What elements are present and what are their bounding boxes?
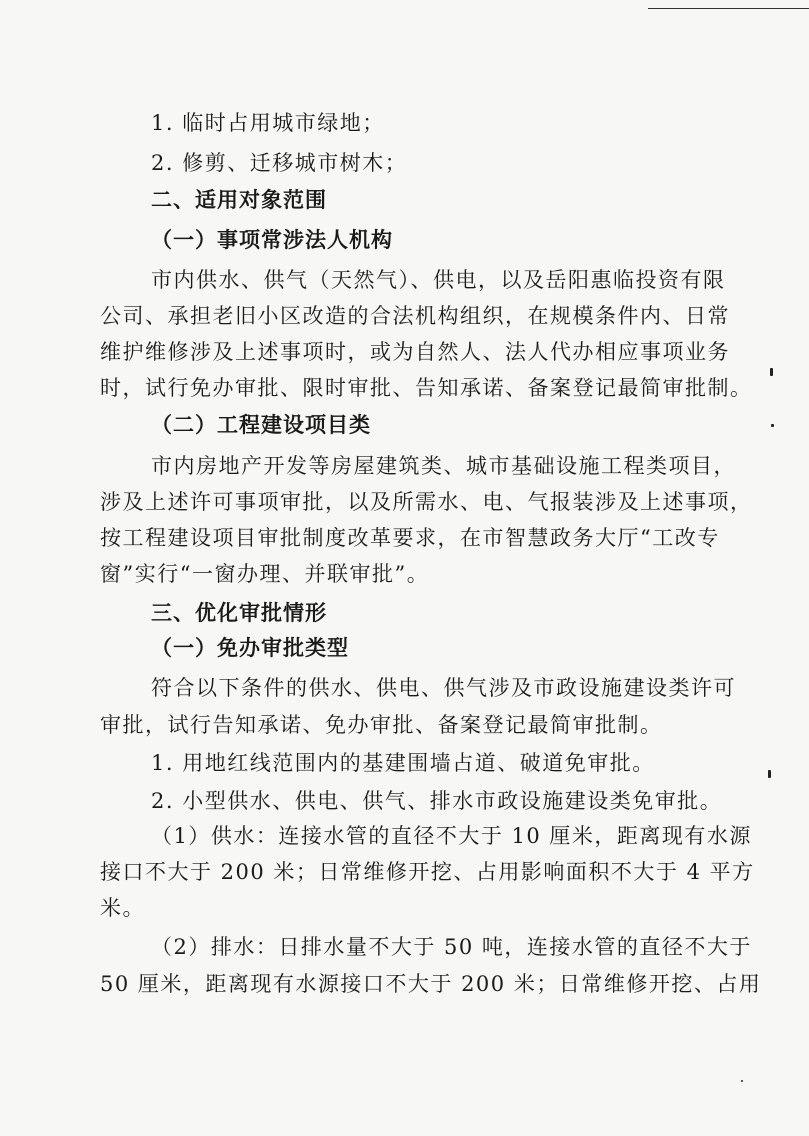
list-item-1: 1. 用地红线范围内的基建围墙占道、破道免审批。: [151, 751, 655, 775]
subsection-heading-construction: （二）工程建设项目类: [151, 413, 371, 437]
paragraph-line: 公司、承担老旧小区改造的合法机构组织，在规模条件内、日常: [100, 304, 730, 328]
paragraph-line: 涉及上述许可事项审批，以及所需水、电、气报装涉及上述事项，: [100, 490, 753, 514]
paragraph-line: （2）排水：日排水量不大于 50 吨，连接水管的直径不大于: [151, 935, 752, 959]
list-item-2: 2. 小型供水、供电、供气、排水市政设施建设类免审批。: [151, 789, 723, 813]
paragraph-line: 市内供水、供气（天然气）、供电，以及岳阳惠临投资有限: [151, 268, 726, 292]
paragraph-line: 审批，试行告知承诺、免办审批、备案登记最简审批制。: [100, 713, 663, 737]
paragraph-line: 接口不大于 200 米；日常维修开挖、占用影响面积不大于 4 平方: [100, 860, 755, 884]
top-rule: [648, 8, 809, 9]
section-heading-2: 二、适用对象范围: [151, 188, 327, 212]
paragraph-line: 市内房地产开发等房屋建筑类、城市基础设施工程类项目，: [151, 454, 736, 478]
scan-speck: [741, 1080, 743, 1082]
paragraph-line: 按工程建设项目审批制度改革要求，在市智慧政务大厅“工改专: [100, 526, 720, 550]
scan-speck: [768, 770, 771, 778]
subsection-heading-exempt: （一）免办审批类型: [151, 636, 349, 660]
scan-speck: [771, 424, 774, 427]
subsection-heading-legal-entities: （一）事项常涉法人机构: [151, 228, 393, 252]
paragraph-line: 时，试行免办审批、限时审批、告知承诺、备案登记最简审批制。: [100, 376, 753, 400]
scan-speck: [770, 368, 773, 376]
paragraph-line: 窗”实行“一窗办理、并联审批”。: [100, 562, 430, 586]
paragraph-line: 50 厘米，距离现有水源接口不大于 200 米；日常维修开挖、占用: [100, 972, 762, 996]
section-heading-3: 三、优化审批情形: [151, 601, 327, 625]
paragraph-line: 米。: [100, 896, 145, 920]
list-item-1: 1. 临时占用城市绿地；: [151, 111, 385, 135]
paragraph-line: 符合以下条件的供水、供电、供气涉及市政设施建设类许可: [151, 676, 736, 700]
paragraph-line: 维护维修涉及上述事项时，或为自然人、法人代办相应事项业务: [100, 340, 730, 364]
list-item-2: 2. 修剪、迁移城市树木；: [151, 151, 408, 175]
paragraph-line: （1）供水：连接水管的直径不大于 10 厘米，距离现有水源: [151, 824, 752, 848]
